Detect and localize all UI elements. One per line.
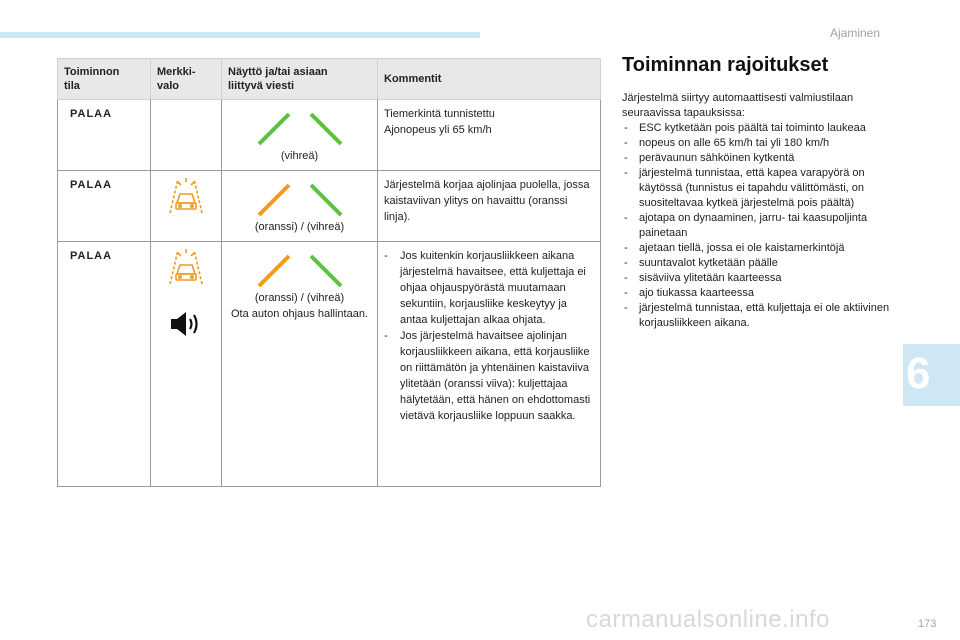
- header-state: [58, 59, 151, 100]
- display-cell: [222, 171, 378, 242]
- table-row: [58, 242, 601, 487]
- watermark: carmanualsonline.info: [586, 606, 830, 633]
- display-caption: (vihreä): [280, 150, 319, 162]
- indicator-cell: [151, 242, 222, 487]
- chapter-number: 6: [906, 349, 931, 398]
- lane-lines-graphic: [255, 112, 345, 148]
- sound-icon: [169, 309, 203, 339]
- comment-line: Tiemerkintä tunnistettu: [384, 108, 495, 120]
- display-caption: (oranssi) / (vihreä): [254, 292, 345, 304]
- list-item: - ajetaan tiellä, jossa ei ole kaistamerkintöjä: [622, 241, 892, 256]
- display-cell: [222, 100, 378, 171]
- lane-lines-icon: [228, 254, 371, 290]
- right-lane-line: [311, 185, 341, 215]
- function-table: [57, 58, 601, 487]
- display-caption: (oranssi) / (vihreä): [254, 221, 345, 233]
- indicator-cell: [151, 100, 222, 171]
- display-message: Ota auton ohjaus hallintaan.: [231, 308, 368, 320]
- comment-cell: [378, 171, 601, 242]
- table-row: [58, 100, 601, 171]
- left-lane-line: [259, 256, 289, 286]
- state-label: PALAA: [70, 250, 113, 262]
- lane-lines-icon: [228, 183, 371, 219]
- list-item: - nopeus on alle 65 km/h tai yli 180 km/h: [622, 136, 892, 151]
- lane-keep-warning-icon: [166, 248, 206, 286]
- list-item: - perävaunun sähköinen kytkentä: [622, 151, 892, 166]
- limitations-list: [622, 121, 892, 331]
- header-accent-bar: [0, 32, 480, 38]
- page-number: 173: [918, 618, 937, 630]
- header-display: [222, 59, 378, 100]
- table-row: [58, 171, 601, 242]
- left-lane-line: [259, 114, 289, 144]
- indicator-cell: [151, 171, 222, 242]
- limitations-section: [622, 54, 892, 331]
- list-item: - ESC kytketään pois päältä tai toiminto laukeaa: [622, 121, 892, 136]
- list-item: - sisäviiva ylitetään kaarteessa: [622, 271, 892, 286]
- table-header-row: [58, 59, 601, 100]
- state-cell: [58, 100, 151, 171]
- section-title: Ajaminen: [830, 26, 881, 40]
- comment-list: [384, 248, 594, 424]
- right-lane-line: [311, 114, 341, 144]
- header-comments: [378, 59, 601, 100]
- comment-line: Ajonopeus yli 65 km/h: [384, 124, 492, 136]
- comment-cell: [378, 242, 601, 487]
- display-cell: [222, 242, 378, 487]
- header-display-label: Näyttö ja/tai asiaan liittyvä viesti: [228, 66, 328, 92]
- limitations-title: Toiminnan rajoitukset: [622, 54, 829, 76]
- header-indicator: [151, 59, 222, 100]
- list-item: - ajo tiukassa kaarteessa: [622, 286, 892, 301]
- lane-lines-graphic: [255, 183, 345, 219]
- list-item: - järjestelmä tunnistaa, että kuljettaja ei ole aktiivinen korjausliikkeen aikana.: [622, 301, 892, 331]
- list-item: - Jos järjestelmä havaitsee ajolinjan korjausliikkeen aikana, että korjausliike on riittämätön ja yhtenäinen kaistaviiva ylitetään (oranssi viiva): kuljettajaa hälytetään, että hänen on ehdottomasti vietävä korjausliike loppuun saakka.: [384, 328, 594, 424]
- list-item: - järjestelmä tunnistaa, että kapea varapyörä on käytössä (tunnistus ei tapahdu välittömästi, on suositeltavaa kytkeä järjestelmä pois päältä): [622, 166, 892, 211]
- lane-keep-warning-icon: [166, 177, 206, 215]
- header-comments-label: Kommentit: [384, 73, 442, 85]
- list-item: - suuntavalot kytketään päälle: [622, 256, 892, 271]
- comment-line: Järjestelmä korjaa ajolinjaa puolella, jossa kaistaviivan ylitys on havaittu (oranssi linja).: [384, 179, 590, 223]
- list-item: - ajotapa on dynaaminen, jarru- tai kaasupoljinta painetaan: [622, 211, 892, 241]
- lane-lines-icon: [228, 112, 371, 148]
- state-cell: [58, 171, 151, 242]
- state-cell: [58, 242, 151, 487]
- list-item: - Jos kuitenkin korjausliikkeen aikana järjestelmä havaitsee, että kuljettaja ei ohjaa ohjauspyörästä muutamaan sekuntiin, korjausliike keskeytyy ja antaa kuljettajan alkaa ohjata.: [384, 248, 594, 328]
- header-state-label: Toiminnon tila: [64, 66, 120, 92]
- state-label: PALAA: [70, 108, 113, 120]
- state-label: PALAA: [70, 179, 113, 191]
- limitations-intro: Järjestelmä siirtyy automaattisesti valmiustilaan seuraavissa tapauksissa:: [622, 92, 854, 119]
- right-lane-line: [311, 256, 341, 286]
- lane-lines-graphic: [255, 254, 345, 290]
- header-indicator-label: Merkki- valo: [157, 66, 196, 92]
- left-lane-line: [259, 185, 289, 215]
- comment-cell: [378, 100, 601, 171]
